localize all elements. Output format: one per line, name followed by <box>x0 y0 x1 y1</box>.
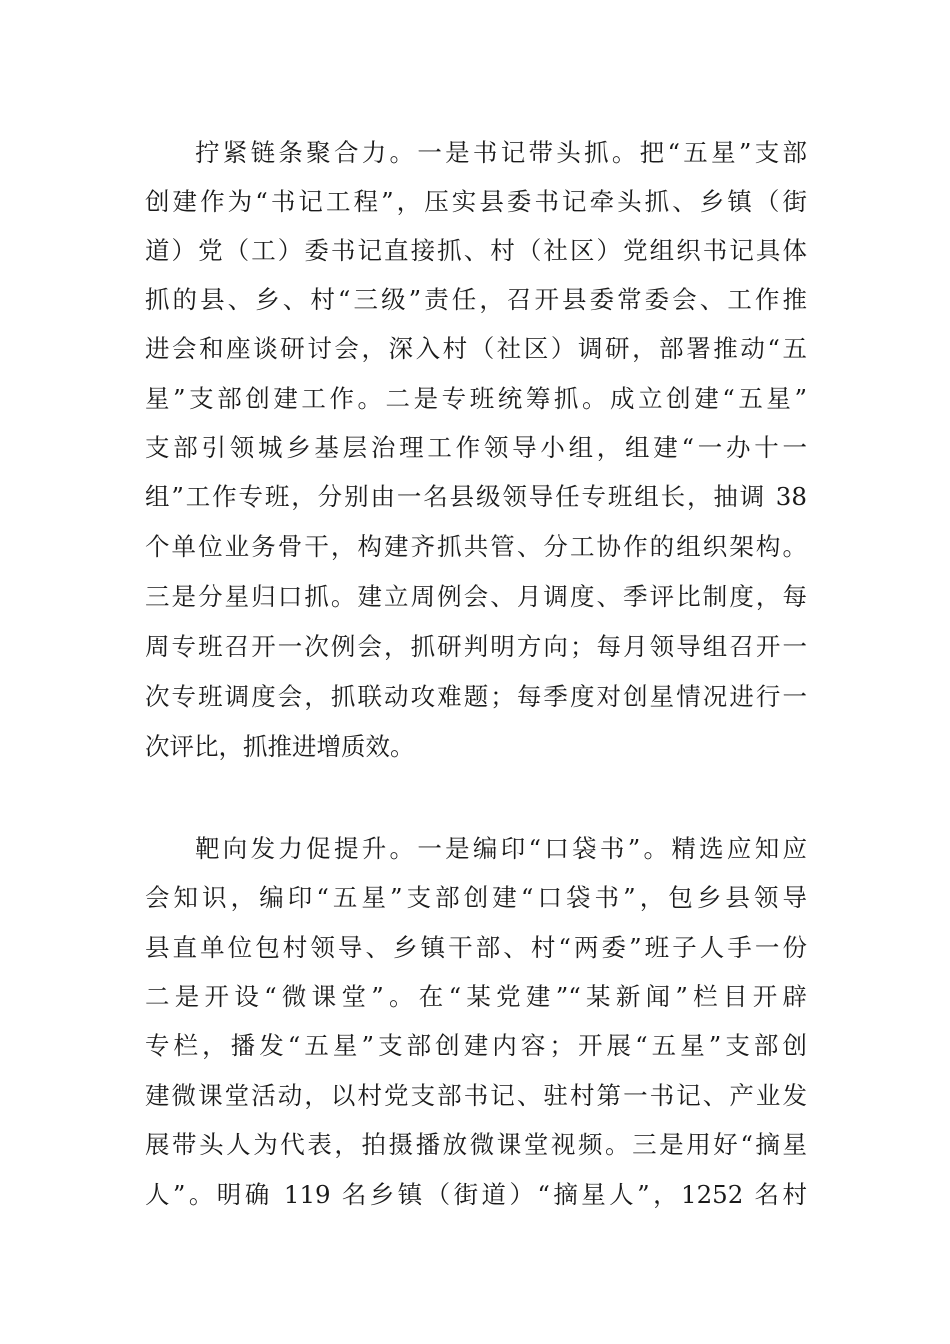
paragraph-1-line: 创建作为“书记工程”，压实县委书记牵头抓、乡镇（街 <box>145 187 807 216</box>
paragraph-2-line: 专栏，播发“五星”支部创建内容；开展“五星”支部创 <box>145 1031 807 1060</box>
paragraph-2-line: 靶向发力促提升。一是编印“口袋书”。精选应知应 <box>195 834 807 863</box>
paragraph-1-line: 支部引领城乡基层治理工作领导小组，组建“一办十一 <box>145 433 807 462</box>
paragraph-1-line: 次评比，抓推进增质效。 <box>145 732 415 761</box>
paragraph-2-line: 建微课堂活动，以村党支部书记、驻村第一书记、产业发 <box>145 1081 807 1110</box>
paragraph-1-line: 道）党（工）委书记直接抓、村（社区）党组织书记具体 <box>145 236 807 265</box>
paragraph-1-line: 拧紧链条聚合力。一是书记带头抓。把“五星”支部 <box>195 138 807 167</box>
paragraph-1-line: 周专班召开一次例会，抓研判明方向；每月领导组召开一 <box>145 632 807 661</box>
paragraph-1-line: 组”工作专班，分别由一名县级领导任专班组长，抽调 38 <box>145 482 807 511</box>
paragraph-1-line: 个单位业务骨干，构建齐抓共管、分工协作的组织架构。 <box>145 532 807 561</box>
paragraph-1-line: 三是分星归口抓。建立周例会、月调度、季评比制度，每 <box>145 582 807 611</box>
paragraph-2-line: 会知识，编印“五星”支部创建“口袋书”，包乡县领导 <box>145 883 807 912</box>
paragraph-2-line: 县直单位包村领导、乡镇干部、村“两委”班子人手一份 <box>145 933 807 962</box>
paragraph-2-line: 二是开设“微课堂”。在“某党建”“某新闻”栏目开辟 <box>145 982 807 1011</box>
paragraph-1-line: 星”支部创建工作。二是专班统筹抓。成立创建“五星” <box>145 384 807 413</box>
paragraph-1-line: 进会和座谈研讨会，深入村（社区）调研，部署推动“五 <box>145 334 807 363</box>
paragraph-1-line: 抓的县、乡、村“三级”责任，召开县委常委会、工作推 <box>145 285 807 314</box>
paragraph-2-line: 展带头人为代表，拍摄播放微课堂视频。三是用好“摘星 <box>145 1130 807 1159</box>
paragraph-2-line: 人”。明确 119 名乡镇（街道）“摘星人”，1252 名村 <box>145 1180 807 1209</box>
paragraph-1-line: 次专班调度会，抓联动攻难题；每季度对创星情况进行一 <box>145 682 807 711</box>
